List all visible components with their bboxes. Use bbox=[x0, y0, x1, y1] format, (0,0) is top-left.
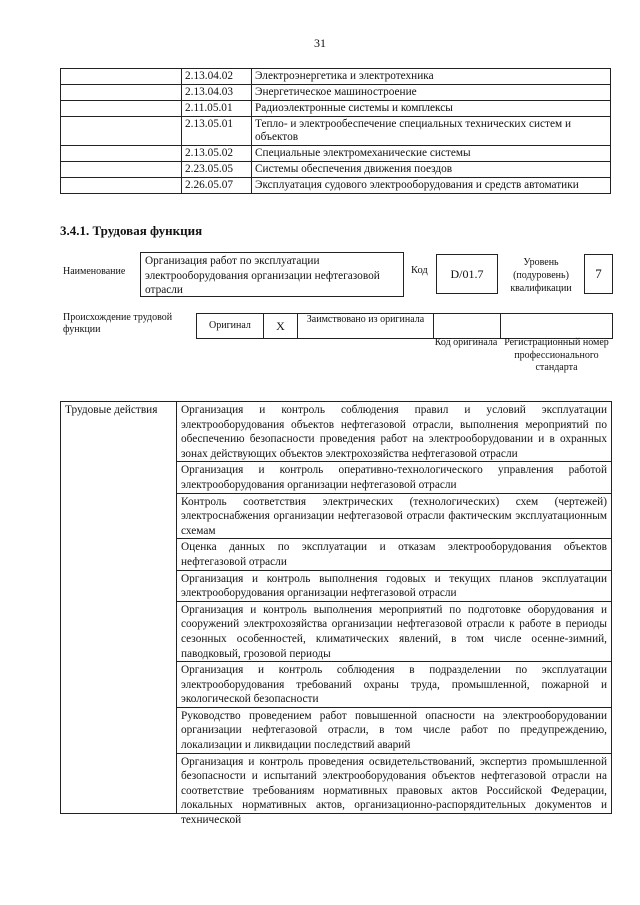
education-specialty-name: Эксплуатация судового электрооборудования и средств автоматики bbox=[252, 178, 611, 194]
education-code: 2.13.05.01 bbox=[182, 117, 252, 146]
work-actions-table bbox=[60, 401, 612, 827]
work-action-row bbox=[61, 402, 612, 462]
function-name-value: Организация работ по эксплуатации электрооборудования организации нефтегазовой отрасли bbox=[140, 252, 404, 297]
education-code: 2.13.04.02 bbox=[182, 69, 252, 85]
codes-table-empty-cell bbox=[61, 69, 182, 85]
education-code: 2.23.05.05 bbox=[182, 162, 252, 178]
name-label: Наименование bbox=[63, 266, 126, 277]
registration-number-label: Регистрационный номер профессионального стандарта bbox=[504, 337, 609, 373]
work-actions-header: Трудовые действия bbox=[61, 402, 177, 814]
qualification-level-label: Уровень (подуровень) квалификации bbox=[510, 257, 572, 294]
education-code: 2.13.04.03 bbox=[182, 85, 252, 101]
code-label: Код bbox=[411, 265, 428, 276]
codes-table-row bbox=[61, 146, 611, 162]
codes-table-row bbox=[61, 85, 611, 101]
education-code: 2.11.05.01 bbox=[182, 101, 252, 117]
original-code-cell bbox=[433, 313, 500, 339]
education-specialty-name: Радиоэлектронные системы и комплексы bbox=[252, 101, 611, 117]
work-action-item: Организация и контроль выполнения мероприятий по подготовке оборудования и сооружений электрохозяйства организации нефтегазовой отрасли к работе в периоды сезонных особенностей, климатических явлений, в том числе осенне-зимний, паводковый, грозовой периоды bbox=[177, 601, 612, 661]
codes-table-row bbox=[61, 117, 611, 146]
original-label: Оригинал bbox=[196, 313, 263, 339]
codes-table-empty-cell bbox=[61, 162, 182, 178]
work-action-item: Контроль соответствия электрических (технологических) схем (чертежей) электроснабжения организации нефтегазовой отрасли фактическим эксплуатационным схемам bbox=[177, 493, 612, 539]
education-code: 2.26.05.07 bbox=[182, 178, 252, 194]
codes-table-empty-cell bbox=[61, 178, 182, 194]
borrowed-label: Заимствовано из оригинала bbox=[297, 313, 433, 339]
origin-label: Происхождение трудовой функции bbox=[63, 312, 173, 335]
work-action-item bbox=[177, 753, 612, 827]
registration-number-cell bbox=[500, 313, 613, 339]
codes-table-empty-cell bbox=[61, 85, 182, 101]
work-action-item: Оценка данных по эксплуатации и отказам электрооборудования объектов нефтегазовой отрасли bbox=[177, 539, 612, 570]
codes-table-row bbox=[61, 101, 611, 117]
qualification-level-value: 7 bbox=[584, 254, 613, 294]
codes-table-empty-cell bbox=[61, 101, 182, 117]
codes-table-row bbox=[61, 162, 611, 178]
original-code-label: Код оригинала bbox=[434, 337, 498, 348]
original-mark: X bbox=[263, 313, 297, 339]
education-specialty-name: Энергетическое машиностроение bbox=[252, 85, 611, 101]
section-heading: 3.4.1. Трудовая функция bbox=[60, 223, 203, 238]
codes-table-row bbox=[61, 69, 611, 85]
function-code-value: D/01.7 bbox=[436, 254, 498, 294]
codes-table-row bbox=[61, 178, 611, 194]
work-action-item: Организация и контроль соблюдения в подразделении по эксплуатации электрооборудования требований охраны труда, промышленной, пожарной и экологической безопасности bbox=[177, 662, 612, 708]
education-specialty-name: Системы обеспечения движения поездов bbox=[252, 162, 611, 178]
education-specialty-name: Тепло- и электрообеспечение специальных технических систем и объектов bbox=[252, 117, 611, 146]
work-action-item: Организация и контроль выполнения годовых и текущих планов эксплуатации электрооборудования организации нефтегазовой отрасли bbox=[177, 570, 612, 601]
codes-table-empty-cell bbox=[61, 146, 182, 162]
work-action-item: Руководство проведением работ повышенной опасности на электрооборудовании организации нефтегазовой отрасли, в том числе работ по предупреждению, локализации и ликвидации последствий аварий bbox=[177, 707, 612, 753]
work-action-item: Организация и контроль оперативно-технологического управления работой электрооборудования организации нефтегазовой отрасли bbox=[177, 462, 612, 493]
work-action-item: Организация и контроль соблюдения правил и условий эксплуатации электрооборудования объектов нефтегазовой отрасли, выполнения мероприятий по обеспечению безопасности проведения работ на электрооборудовании и в охранных зонах действующих объектов электрохозяйства нефтегазовой отрасли bbox=[177, 402, 612, 462]
work-action-text: Организация и контроль проведения освидетельствований, экспертиз промышленной безопасности и испытаний электрооборудования объектов нефтегазовой отрасли на соответствие требованиям нормативных правовых актов Российской Федерации, локальных нормативных актов, организационно-распорядительных документов и технической bbox=[181, 755, 607, 827]
education-specialty-name: Специальные электромеханические системы bbox=[252, 146, 611, 162]
page-number: 31 bbox=[314, 36, 326, 50]
codes-table-empty-cell bbox=[61, 117, 182, 146]
education-code: 2.13.05.02 bbox=[182, 146, 252, 162]
education-specialty-name: Электроэнергетика и электротехника bbox=[252, 69, 611, 85]
education-codes-table bbox=[60, 68, 611, 194]
